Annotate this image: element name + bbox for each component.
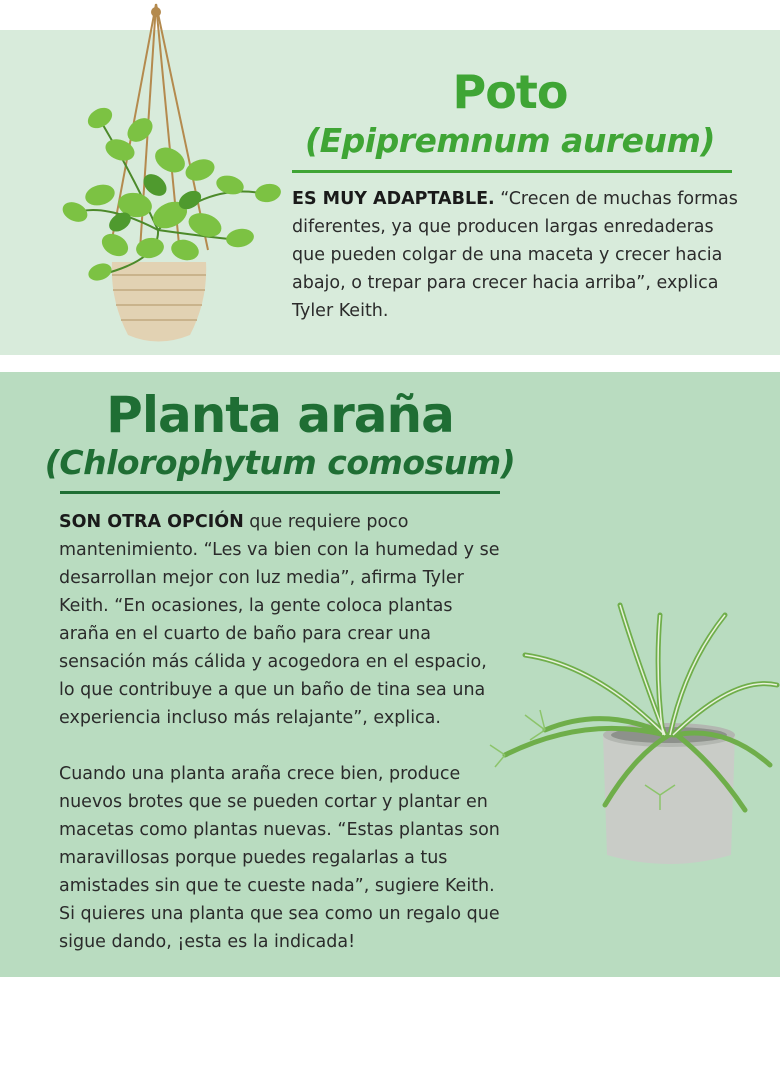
hanging-pothos-plant-icon bbox=[40, 0, 290, 350]
poto-description bbox=[292, 185, 742, 325]
potted-spider-plant-icon bbox=[485, 595, 780, 880]
poto-title: Poto bbox=[452, 65, 568, 119]
poto-text: “Crecen de muchas formas diferentes, ya que producen largas enredaderas que pueden colgar de una maceta y crecer hacia abajo, o trepar para crecer hacia arriba”, explica Tyler Keith. bbox=[292, 189, 738, 321]
spider-plant-paragraph-1 bbox=[59, 508, 504, 732]
spider-plant-lead: SON OTRA OPCIÓN bbox=[59, 512, 244, 532]
spider-plant-divider bbox=[60, 491, 500, 494]
poto-scientific-name: (Epipremnum aureum) bbox=[305, 121, 715, 160]
spider-plant-scientific-name: (Chlorophytum comosum) bbox=[44, 443, 516, 482]
spider-plant-description bbox=[59, 508, 504, 956]
spider-plant-paragraph-2: Cuando una planta araña crece bien, produce nuevos brotes que se pueden cortar y plantar en macetas como plantas nuevas. “Estas plantas son maravillosas porque puedes regalarlas a tus amistades sin que te cueste nada”, sugiere Keith. Si quieres una planta que sea como un regalo que sigue dando, ¡esta es la indicada! bbox=[59, 764, 500, 952]
poto-lead: ES MUY ADAPTABLE. bbox=[292, 189, 495, 209]
poto-divider bbox=[292, 170, 732, 173]
spider-plant-title: Planta araña bbox=[106, 386, 454, 444]
spider-plant-text-1: que requiere poco mantenimiento. “Les va bien con la humedad y se desarrollan mejor con luz media”, afirma Tyler Keith. “En ocasiones, la gente coloca plantas araña en el cuarto de baño para crear una sensación más cálida y acogedora en el espacio, lo que contribuye a que un baño de tina sea una experiencia incluso más relajante”, explica. bbox=[59, 512, 500, 728]
